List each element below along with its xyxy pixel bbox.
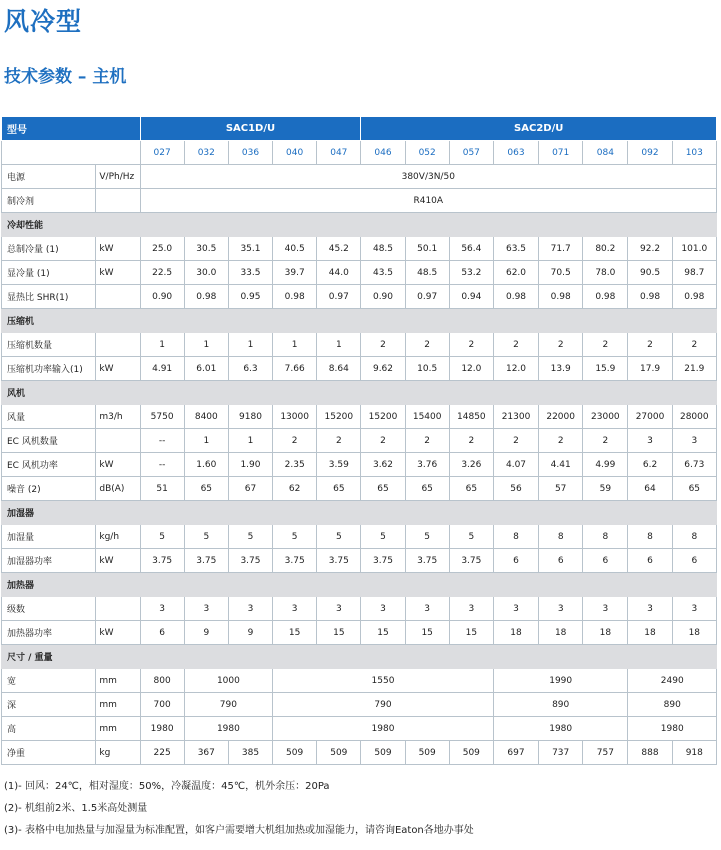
value-cell: 65 — [405, 477, 449, 501]
value-cell: 13.9 — [539, 357, 583, 381]
value-cell: 3 — [184, 597, 228, 621]
value-cell: 39.7 — [273, 261, 317, 285]
value-cell: 3 — [672, 429, 716, 453]
data-row — [2, 285, 717, 309]
value-cell: 8 — [628, 525, 672, 549]
value-cell: 800 — [140, 669, 184, 693]
value-cell: 40.5 — [273, 237, 317, 261]
value-cell: 6.3 — [228, 357, 272, 381]
value-cell: 2490 — [628, 669, 717, 693]
weight-row — [2, 741, 717, 765]
value-cell: 78.0 — [583, 261, 628, 285]
value-cell: 2.35 — [273, 453, 317, 477]
value-cell: 1 — [184, 429, 228, 453]
value-cell: 888 — [628, 741, 672, 765]
value-cell: 0.98 — [628, 285, 672, 309]
row-label: 显冷量 (1) — [2, 261, 96, 285]
value-cell: 3 — [228, 597, 272, 621]
value-cell: 2 — [361, 333, 405, 357]
value-cell: 3.75 — [449, 549, 493, 573]
value-cell: 92.2 — [628, 237, 672, 261]
row-label: 风量 — [2, 405, 96, 429]
value-cell: 17.9 — [628, 357, 672, 381]
value-cell: 1 — [140, 333, 184, 357]
row-label: 总制冷量 (1) — [2, 237, 96, 261]
value-cell: 10.5 — [405, 357, 449, 381]
value-cell: 5 — [273, 525, 317, 549]
value-cell: 2 — [539, 333, 583, 357]
value-cell: 2 — [672, 333, 716, 357]
value-cell: 2 — [361, 429, 405, 453]
value-cell: 2 — [273, 429, 317, 453]
value-cell: 30.5 — [184, 237, 228, 261]
row-label: 加湿量 — [2, 525, 96, 549]
dim-row-height — [2, 717, 717, 741]
section-title: 加热器 — [2, 573, 717, 597]
value-cell: 12.0 — [493, 357, 538, 381]
value-cell: 48.5 — [405, 261, 449, 285]
row-label: 制冷剂 — [2, 189, 96, 213]
model-number: 063 — [493, 141, 538, 165]
value-cell: 6 — [493, 549, 538, 573]
data-row — [2, 333, 717, 357]
value-cell: 2 — [405, 429, 449, 453]
value-cell: 9.62 — [361, 357, 405, 381]
row-label: 加热器功率 — [2, 621, 96, 645]
value-cell: 1000 — [184, 669, 272, 693]
data-row — [2, 357, 717, 381]
value-cell: 367 — [184, 741, 228, 765]
row-label: 加湿器功率 — [2, 549, 96, 573]
model-number: 103 — [672, 141, 716, 165]
value-cell: 18 — [672, 621, 716, 645]
value-cell: 15 — [405, 621, 449, 645]
value-cell: 6.01 — [184, 357, 228, 381]
value-cell: 4.41 — [539, 453, 583, 477]
value-cell: 700 — [140, 693, 184, 717]
value-cell: 0.94 — [449, 285, 493, 309]
page-title: 风冷型 — [4, 7, 83, 36]
model-number: 057 — [449, 141, 493, 165]
value-cell: 0.90 — [140, 285, 184, 309]
value-cell: 12.0 — [449, 357, 493, 381]
value-cell: 57 — [539, 477, 583, 501]
data-row — [2, 525, 717, 549]
value-cell: 9 — [184, 621, 228, 645]
value-cell: 8 — [493, 525, 538, 549]
group-sac1d: SAC1D/U — [140, 117, 361, 141]
value-cell: 56.4 — [449, 237, 493, 261]
value-cell: 1980 — [273, 717, 494, 741]
value-cell: 27000 — [628, 405, 672, 429]
value-cell: 5 — [361, 525, 405, 549]
value-cell: 3.62 — [361, 453, 405, 477]
value-cell: 6 — [672, 549, 716, 573]
value-cell: 65 — [672, 477, 716, 501]
value-cell: 28000 — [672, 405, 716, 429]
row-unit — [96, 285, 140, 309]
value-cell: 18 — [539, 621, 583, 645]
value-cell: 62.0 — [493, 261, 538, 285]
value-cell: 8 — [583, 525, 628, 549]
value-cell: 4.91 — [140, 357, 184, 381]
value-cell: 15200 — [361, 405, 405, 429]
group-sac2d: SAC2D/U — [361, 117, 717, 141]
row-unit: V/Ph/Hz — [96, 165, 140, 189]
row-label: 净重 — [2, 741, 96, 765]
data-row — [2, 477, 717, 501]
value-cell: 3 — [140, 597, 184, 621]
row-value: 380V/3N/50 — [140, 165, 716, 189]
value-cell: 3.75 — [317, 549, 361, 573]
value-cell: 3 — [273, 597, 317, 621]
row-unit: kW — [96, 261, 140, 285]
value-cell: 1980 — [184, 717, 272, 741]
value-cell: 50.1 — [405, 237, 449, 261]
value-cell: 5 — [184, 525, 228, 549]
value-cell: 3 — [628, 597, 672, 621]
value-cell: 3 — [672, 597, 716, 621]
value-cell: 0.98 — [539, 285, 583, 309]
value-cell: 70.5 — [539, 261, 583, 285]
value-cell: 62 — [273, 477, 317, 501]
row-unit: mm — [96, 693, 140, 717]
row-unit: kW — [96, 237, 140, 261]
value-cell: 4.99 — [583, 453, 628, 477]
row-label: 宽 — [2, 669, 96, 693]
row-unit: kg — [96, 741, 140, 765]
value-cell: 509 — [317, 741, 361, 765]
value-cell: 3.75 — [361, 549, 405, 573]
value-cell: 51 — [140, 477, 184, 501]
value-cell: 18 — [493, 621, 538, 645]
row-unit: mm — [96, 717, 140, 741]
value-cell: 790 — [184, 693, 272, 717]
row-unit: m3/h — [96, 405, 140, 429]
value-cell: 101.0 — [672, 237, 716, 261]
header-row — [2, 117, 717, 141]
value-cell: 0.90 — [361, 285, 405, 309]
value-cell: 5 — [228, 525, 272, 549]
value-cell: 0.98 — [672, 285, 716, 309]
value-cell: 0.97 — [405, 285, 449, 309]
value-cell: 3 — [493, 597, 538, 621]
section-compressor — [2, 309, 717, 333]
value-cell: 737 — [539, 741, 583, 765]
value-cell: 80.2 — [583, 237, 628, 261]
value-cell: 8.64 — [317, 357, 361, 381]
value-cell: 3 — [539, 597, 583, 621]
footnote-3: (3)- 表格中电加热量与加湿量为标准配置，如客户需要增大机组加热或加湿能力，请咨询Eaton各地办事处 — [4, 825, 474, 836]
value-cell: 697 — [493, 741, 538, 765]
value-cell: 3.59 — [317, 453, 361, 477]
value-cell: 8 — [672, 525, 716, 549]
row-label: 电源 — [2, 165, 96, 189]
value-cell: 90.5 — [628, 261, 672, 285]
value-cell: 2 — [628, 333, 672, 357]
data-row — [2, 453, 717, 477]
value-cell: 15400 — [405, 405, 449, 429]
value-cell: 98.7 — [672, 261, 716, 285]
value-cell: 5 — [140, 525, 184, 549]
value-cell: 0.98 — [273, 285, 317, 309]
value-cell: 4.07 — [493, 453, 538, 477]
value-cell: 225 — [140, 741, 184, 765]
value-cell: 6.2 — [628, 453, 672, 477]
value-cell: 30.0 — [184, 261, 228, 285]
data-row — [2, 429, 717, 453]
data-row — [2, 237, 717, 261]
model-number: 036 — [228, 141, 272, 165]
value-cell: 13000 — [273, 405, 317, 429]
model-row — [2, 141, 717, 165]
row-label: EC 风机数量 — [2, 429, 96, 453]
value-cell: 3 — [361, 597, 405, 621]
value-cell: 15200 — [317, 405, 361, 429]
value-cell: 2 — [317, 429, 361, 453]
value-cell: 1980 — [628, 717, 717, 741]
value-cell: 22.5 — [140, 261, 184, 285]
value-cell: 1 — [228, 333, 272, 357]
section-humidifier — [2, 501, 717, 525]
value-cell: 5 — [317, 525, 361, 549]
section-title: 风机 — [2, 381, 717, 405]
value-cell: 1990 — [493, 669, 628, 693]
section-title: 尺寸 / 重量 — [2, 645, 717, 669]
value-cell: 8400 — [184, 405, 228, 429]
row-value: R410A — [140, 189, 716, 213]
value-cell: 5750 — [140, 405, 184, 429]
row-unit: kW — [96, 357, 140, 381]
value-cell: 790 — [273, 693, 494, 717]
row-label: 压缩机数量 — [2, 333, 96, 357]
value-cell: 0.98 — [583, 285, 628, 309]
value-cell: 59 — [583, 477, 628, 501]
value-cell: 0.98 — [184, 285, 228, 309]
value-cell: 44.0 — [317, 261, 361, 285]
dim-row-depth — [2, 693, 717, 717]
value-cell: 3.75 — [184, 549, 228, 573]
value-cell: 21.9 — [672, 357, 716, 381]
value-cell: 2 — [493, 333, 538, 357]
value-cell: 65 — [184, 477, 228, 501]
footnotes — [4, 780, 474, 846]
value-cell: 3.75 — [140, 549, 184, 573]
value-cell: 15 — [273, 621, 317, 645]
value-cell: 43.5 — [361, 261, 405, 285]
value-cell: 18 — [628, 621, 672, 645]
data-row — [2, 597, 717, 621]
value-cell: 2 — [493, 429, 538, 453]
value-cell: 64 — [628, 477, 672, 501]
row-unit: kW — [96, 549, 140, 573]
value-cell: 21300 — [493, 405, 538, 429]
model-number: 052 — [405, 141, 449, 165]
value-cell: -- — [140, 429, 184, 453]
value-cell: 7.66 — [273, 357, 317, 381]
blank-cell — [2, 141, 141, 165]
value-cell: 3.75 — [273, 549, 317, 573]
value-cell: 15.9 — [583, 357, 628, 381]
value-cell: 15 — [449, 621, 493, 645]
value-cell: 6 — [628, 549, 672, 573]
value-cell: 33.5 — [228, 261, 272, 285]
model-number: 032 — [184, 141, 228, 165]
value-cell: 2 — [583, 429, 628, 453]
value-cell: 9180 — [228, 405, 272, 429]
value-cell: 3 — [317, 597, 361, 621]
value-cell: 22000 — [539, 405, 583, 429]
model-number: 092 — [628, 141, 672, 165]
section-dimensions — [2, 645, 717, 669]
value-cell: 18 — [583, 621, 628, 645]
header-label: 型号 — [2, 117, 141, 141]
value-cell: 6.73 — [672, 453, 716, 477]
value-cell: 3.76 — [405, 453, 449, 477]
model-number: 046 — [361, 141, 405, 165]
section-cooling — [2, 213, 717, 237]
value-cell: 0.95 — [228, 285, 272, 309]
value-cell: 35.1 — [228, 237, 272, 261]
value-cell: 1.60 — [184, 453, 228, 477]
row-unit — [96, 597, 140, 621]
data-row — [2, 405, 717, 429]
section-fan — [2, 381, 717, 405]
value-cell: 0.97 — [317, 285, 361, 309]
value-cell: 918 — [672, 741, 716, 765]
value-cell: 3 — [628, 429, 672, 453]
row-unit — [96, 429, 140, 453]
value-cell: 15 — [361, 621, 405, 645]
row-label: 高 — [2, 717, 96, 741]
model-number: 084 — [583, 141, 628, 165]
row-label: 级数 — [2, 597, 96, 621]
value-cell: 45.2 — [317, 237, 361, 261]
value-cell: 3.26 — [449, 453, 493, 477]
value-cell: 6 — [140, 621, 184, 645]
value-cell: 1 — [184, 333, 228, 357]
value-cell: 3.75 — [228, 549, 272, 573]
row-unit — [96, 189, 140, 213]
footnote-1: (1)- 回风：24℃，相对湿度：50%，冷凝温度：45℃，机外余压：20Pa — [4, 781, 330, 792]
value-cell: 2 — [539, 429, 583, 453]
data-row — [2, 549, 717, 573]
row-unit: kg/h — [96, 525, 140, 549]
row-unit: mm — [96, 669, 140, 693]
value-cell: 6 — [583, 549, 628, 573]
value-cell: 5 — [449, 525, 493, 549]
section-title: 加湿器 — [2, 501, 717, 525]
model-number: 047 — [317, 141, 361, 165]
value-cell: 15 — [317, 621, 361, 645]
dim-row-width — [2, 669, 717, 693]
value-cell: 65 — [317, 477, 361, 501]
page-subtitle: 技术参数 – 主机 — [4, 67, 127, 87]
value-cell: 56 — [493, 477, 538, 501]
value-cell: 6 — [539, 549, 583, 573]
value-cell: 65 — [449, 477, 493, 501]
row-label: 深 — [2, 693, 96, 717]
value-cell: 63.5 — [493, 237, 538, 261]
row-label: 压缩机功率输入(1) — [2, 357, 96, 381]
value-cell: 65 — [361, 477, 405, 501]
value-cell: 14850 — [449, 405, 493, 429]
value-cell: 0.98 — [493, 285, 538, 309]
value-cell: 67 — [228, 477, 272, 501]
value-cell: 9 — [228, 621, 272, 645]
data-row — [2, 261, 717, 285]
row-label: 显热比 SHR(1) — [2, 285, 96, 309]
value-cell: 1980 — [140, 717, 184, 741]
value-cell: 3 — [449, 597, 493, 621]
value-cell: 2 — [583, 333, 628, 357]
value-cell: 509 — [405, 741, 449, 765]
row-unit: kW — [96, 621, 140, 645]
value-cell: 5 — [405, 525, 449, 549]
value-cell: 1550 — [273, 669, 494, 693]
value-cell: 3.75 — [405, 549, 449, 573]
refrigerant-row — [2, 189, 717, 213]
value-cell: 757 — [583, 741, 628, 765]
value-cell: 509 — [449, 741, 493, 765]
value-cell: 1 — [228, 429, 272, 453]
value-cell: 890 — [628, 693, 717, 717]
value-cell: 890 — [493, 693, 628, 717]
value-cell: 1.90 — [228, 453, 272, 477]
value-cell: 2 — [405, 333, 449, 357]
value-cell: 3 — [583, 597, 628, 621]
value-cell: 2 — [449, 333, 493, 357]
model-number: 071 — [539, 141, 583, 165]
value-cell: 25.0 — [140, 237, 184, 261]
footnote-2: (2)- 机组前2米、1.5米高处测量 — [4, 803, 148, 814]
row-unit: kW — [96, 453, 140, 477]
value-cell: 3 — [405, 597, 449, 621]
row-label: EC 风机功率 — [2, 453, 96, 477]
section-title: 冷却性能 — [2, 213, 717, 237]
value-cell: 2 — [449, 429, 493, 453]
value-cell: 48.5 — [361, 237, 405, 261]
value-cell: 71.7 — [539, 237, 583, 261]
row-label: 噪音 (2) — [2, 477, 96, 501]
value-cell: 1 — [317, 333, 361, 357]
row-unit — [96, 333, 140, 357]
value-cell: 1980 — [493, 717, 628, 741]
data-row — [2, 621, 717, 645]
value-cell: 1 — [273, 333, 317, 357]
value-cell: 509 — [273, 741, 317, 765]
power-row — [2, 165, 717, 189]
row-unit: dB(A) — [96, 477, 140, 501]
value-cell: 53.2 — [449, 261, 493, 285]
value-cell: 385 — [228, 741, 272, 765]
value-cell: 8 — [539, 525, 583, 549]
value-cell: 509 — [361, 741, 405, 765]
spec-table — [1, 116, 717, 765]
model-number: 027 — [140, 141, 184, 165]
section-title: 压缩机 — [2, 309, 717, 333]
section-heater — [2, 573, 717, 597]
value-cell: -- — [140, 453, 184, 477]
model-number: 040 — [273, 141, 317, 165]
value-cell: 23000 — [583, 405, 628, 429]
